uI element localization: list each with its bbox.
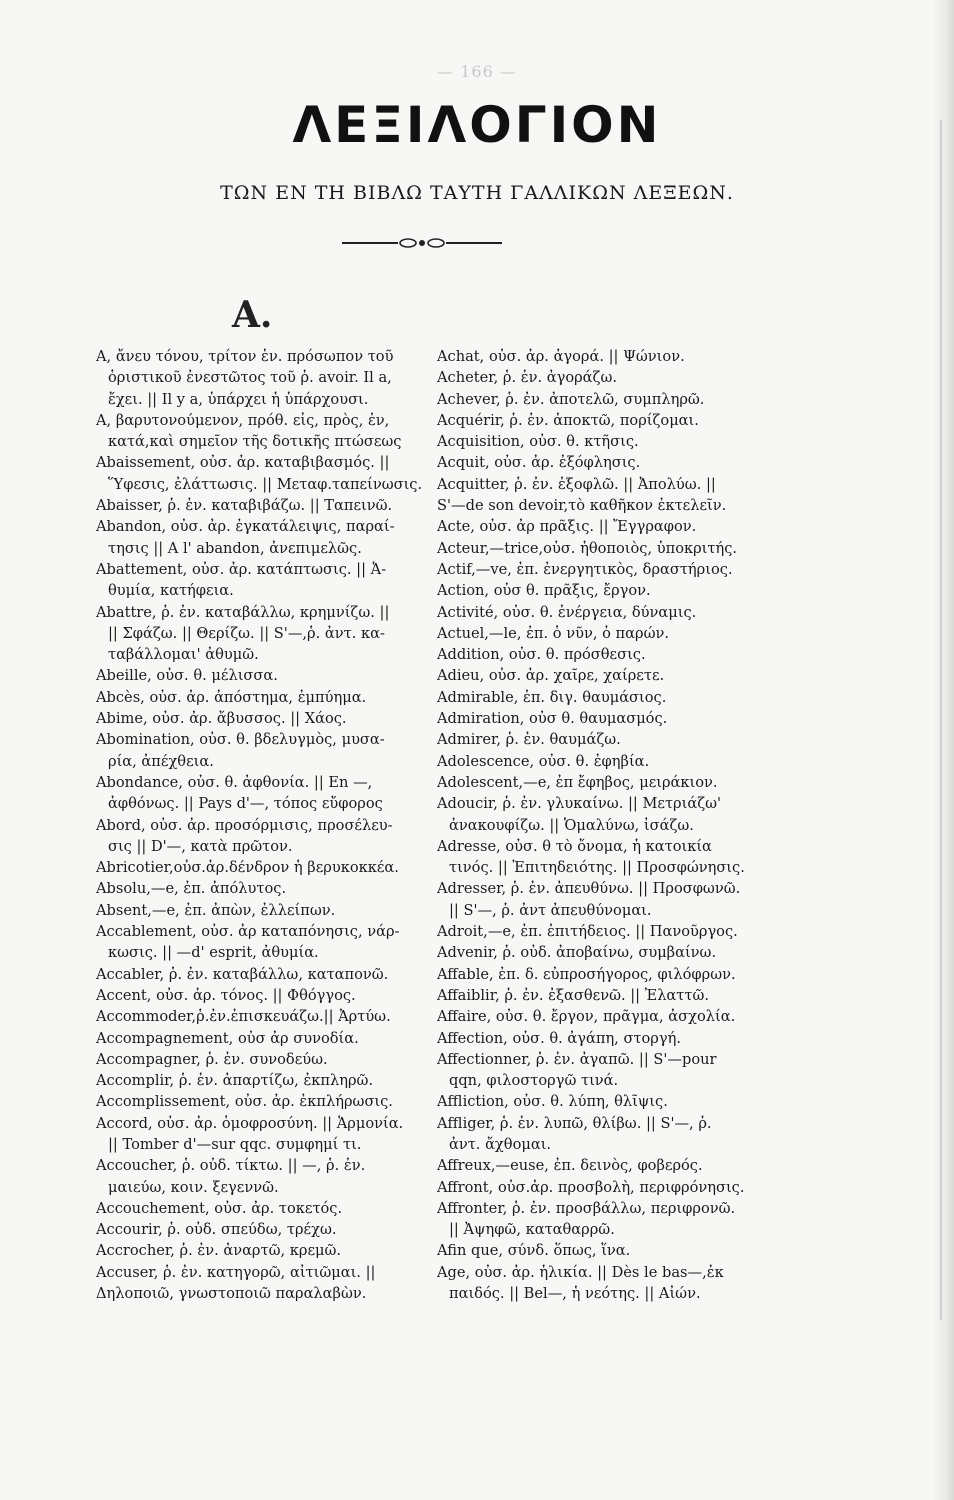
dictionary-line: qqn, φιλοστοργῶ τινά. (449, 1072, 619, 1090)
dictionary-line: Accrocher, ῥ. ἐν. ἀναρτῶ, κρεμῶ. (96, 1242, 342, 1260)
dictionary-line: τινός. || Ἐπιτηδειότης. || Προσφώνησις. (449, 859, 745, 877)
dictionary-line: Actuel,—le, ἐπ. ὁ νῦν, ὁ παρών. (437, 624, 669, 642)
dictionary-line: Acheter, ῥ. ἐν. ἀγοράζω. (437, 369, 617, 387)
dictionary-line: Achat, οὐσ. ἀρ. ἀγορά. || Ψώνιον. (437, 348, 685, 365)
dictionary-line: Affronter, ῥ. ἐν. προσβάλλω, περιφρονῶ. (437, 1199, 736, 1217)
ornament-divider (342, 236, 502, 250)
dictionary-line: Affaire, οὐσ. θ. ἔργον, πρᾶγμα, ἀσχολία. (437, 1008, 736, 1026)
dictionary-line: Accouchement, οὐσ. ἀρ. τοκετός. (96, 1199, 343, 1217)
dictionary-line: Accablement, οὐσ. ἀρ καταπόνησις, νάρ- (96, 923, 400, 941)
dictionary-line: Acquisition, οὐσ. θ. κτῆσις. (437, 433, 639, 451)
dictionary-line: Achever, ῥ. ἐν. ἀποτελῶ, συμπληρῶ. (437, 390, 705, 408)
dictionary-line: Adresse, οὐσ. θ τὸ ὄνομα, ἡ κατοικία (437, 837, 712, 855)
dictionary-line: Abattre, ῥ. ἐν. καταβάλλω, κρημνίζω. || (96, 603, 390, 621)
dictionary-line: S'—de son devoir,τὸ καθῆκον ἐκτελεῖν. (437, 497, 727, 515)
dictionary-line: Ὕφεσις, ἐλάττωσις. || Μεταφ.ταπείνωσις. (108, 475, 423, 493)
dictionary-line: Affection, οὐσ. θ. ἀγάπη, στοργή. (437, 1029, 681, 1047)
dictionary-line: Accord, οὐσ. ἀρ. ὁμοφροσύνη. || Ἁρμονία. (96, 1114, 404, 1132)
dictionary-line: Activité, οὐσ. θ. ἐνέργεια, δύναμις. (437, 603, 697, 621)
dictionary-line: Affaiblir, ῥ. ἐν. ἐξασθενῶ. || Ἐλαττῶ. (437, 986, 709, 1004)
dictionary-line: Accommoder,ῥ.ἐν.ἐπισκευάζω.|| Ἀρτύω. (96, 1008, 391, 1026)
dictionary-line: Accoucher, ῥ. οὐδ. τίκτω. || —, ῥ. ἐν. (96, 1157, 366, 1175)
dictionary-line: Absent,—e, ἐπ. ἀπὼν, ἐλλείπων. (96, 901, 336, 919)
dictionary-line: Δηλοποιῶ, γνωστοποιῶ παραλαβὼν. (96, 1285, 367, 1303)
dictionary-line: Advenir, ῥ. οὐδ. ἀποβαίνω, συμβαίνω. (437, 944, 717, 962)
dictionary-line: θυμία, κατήφεια. (108, 582, 234, 600)
dictionary-line: Acquit, οὐσ. ἀρ. ἐξόφλησις. (437, 454, 641, 472)
left-column (96, 346, 428, 1304)
dictionary-line: Adroit,—e, ἐπ. ἐπιτήδειος. || Πανοῦργος. (437, 923, 738, 941)
dictionary-line: Abeille, οὐσ. θ. μέλισσα. (96, 667, 278, 685)
dictionary-line: Affliger, ῥ. ἐν. λυπῶ, θλίβω. || S'—, ῥ. (437, 1114, 712, 1132)
dictionary-line: ὁριστικοῦ ἐνεστῶτος τοῦ ῥ. avoir. Il a, (108, 369, 392, 387)
dictionary-line: Absolu,—e, ἐπ. ἀπόλυτος. (96, 880, 287, 898)
dictionary-line: || Σφάζω. || Θερίζω. || S'—,ῥ. ἀντ. κα- (108, 624, 385, 642)
dictionary-line: Admirer, ῥ. ἐν. θαυμάζω. (437, 731, 621, 749)
dictionary-line: Age, οὐσ. ἀρ. ἡλικία. || Dès le bas—,ἐκ (437, 1263, 724, 1281)
dictionary-line: Adoucir, ῥ. ἐν. γλυκαίνω. || Μετριάζω' (437, 795, 722, 813)
dictionary-line: Abomination, οὐσ. θ. βδελυγμὸς, μυσα- (96, 731, 385, 749)
dictionary-line: Abaisser, ῥ. ἐν. καταβιβάζω. || Ταπεινῶ. (96, 497, 393, 515)
page-number: — 166 — (437, 62, 517, 81)
dictionary-line: ρία, ἀπέχθεια. (108, 752, 214, 770)
page-subtitle: ΤΩΝ ΕΝ ΤΗ ΒΙΒΛΩ ΤΑΥΤΗ ΓΑΛΛΙΚΩΝ ΛΕΞΕΩΝ. (220, 182, 734, 204)
dictionary-line: Accourir, ῥ. οὐδ. σπεύδω, τρέχω. (96, 1221, 337, 1239)
dictionary-line: Accompagner, ῥ. ἐν. συνοδεύω. (96, 1050, 328, 1068)
dictionary-line: Accompagnement, οὐσ ἀρ συνοδία. (96, 1029, 359, 1047)
dictionary-line: παιδός. || Bel—, ἡ νεότης. || Αἰών. (449, 1285, 701, 1303)
dictionary-line: A, βαρυτονούμενον, πρόθ. εἰς, πρὸς, ἐν, (96, 411, 390, 429)
dictionary-line: Adieu, οὐσ. ἀρ. χαῖρε, χαίρετε. (437, 667, 665, 685)
dictionary-line: ἀφθόνως. || Pays d'—, τόπος εὔφορος (108, 795, 383, 813)
dictionary-line: Adolescence, οὐσ. θ. ἐφηβία. (437, 752, 650, 770)
dictionary-line: Acquérir, ῥ. ἐν. ἀποκτῶ, πορίζομαι. (437, 411, 699, 429)
dictionary-line: Adresser, ῥ. ἐν. ἀπευθύνω. || Προσφωνῶ. (437, 880, 741, 898)
dictionary-line: Adolescent,—e, ἐπ ἔφηβος, μειράκιον. (437, 773, 718, 791)
dictionary-line: ἀντ. ἄχθομαι. (449, 1135, 552, 1153)
dictionary-line: Abricotier,οὐσ.ἀρ.δένδρον ἡ βερυκοκκέα. (96, 859, 399, 877)
dictionary-line: Accabler, ῥ. ἐν. καταβάλλω, καταπονῶ. (96, 965, 389, 983)
dictionary-line: A, ἄνευ τόνου, τρίτον ἑν. πρόσωπον τοῦ (96, 348, 394, 365)
dictionary-line: Accuser, ῥ. ἐν. κατηγορῶ, αἰτιῶμαι. || (96, 1263, 376, 1281)
dictionary-line: Abondance, οὐσ. θ. ἀφθονία. || En —, (96, 773, 373, 791)
dictionary-line: Acteur,—trice,οὐσ. ἠθοποιὸς, ὑποκριτής. (437, 539, 738, 557)
dictionary-line: || S'—, ῥ. ἀντ ἀπευθύνομαι. (449, 901, 652, 919)
dictionary-line: Afin que, σύνδ. ὅπως, ἵνα. (437, 1242, 631, 1260)
dictionary-line: Accomplir, ῥ. ἐν. ἀπαρτίζω, ἐκπληρῶ. (96, 1072, 374, 1090)
dictionary-line: || Tomber d'—sur qqc. συμφημί τι. (108, 1135, 362, 1153)
dictionary-line: Affable, ἐπ. δ. εὐπροσήγορος, φιλόφρων. (437, 965, 736, 983)
dictionary-line: σις || D'—, κατὰ πρῶτον. (108, 837, 293, 855)
dictionary-line: Abandon, οὐσ. ἀρ. ἐγκατάλειψις, παραί- (96, 518, 395, 536)
page-edge-shadow (932, 0, 954, 1500)
dictionary-line: Accomplissement, οὐσ. ἀρ. ἐκπλήρωσις. (96, 1093, 393, 1111)
dictionary-line: μαιεύω, κοιν. ξεγεννῶ. (108, 1178, 279, 1196)
dictionary-line: Abaissement, οὐσ. ἀρ. καταβιβασμός. || (96, 454, 390, 472)
page-border-line (940, 120, 942, 1320)
dictionary-line: Addition, οὐσ. θ. πρόσθεσις. (437, 646, 646, 664)
right-column (437, 346, 777, 1304)
dictionary-line: κωσις. || —d' esprit, ἀθυμία. (108, 944, 319, 962)
dictionary-line: Admirable, ἐπ. διγ. θαυμάσιος. (437, 688, 667, 706)
dictionary-line: Action, οὐσ θ. πρᾶξις, ἔργον. (437, 582, 651, 600)
dictionary-line: Affliction, οὐσ. θ. λύπη, θλῖψις. (437, 1093, 668, 1111)
page-title: ΛΕΞΙΛΟΓΙΟΝ (292, 96, 662, 154)
dictionary-line: Abime, οὐσ. ἀρ. ἄβυσσος. || Χάος. (96, 710, 347, 728)
dictionary-line: Acquitter, ῥ. ἐν. ἐξοφλῶ. || Ἀπολύω. || (437, 475, 716, 493)
dictionary-line: τησις || A l' abandon, ἀνεπιμελῶς. (108, 539, 362, 557)
dictionary-line: Abcès, οὐσ. ἀρ. ἀπόστημα, ἐμπύημα. (96, 688, 367, 706)
section-letter: A. (232, 294, 273, 336)
dictionary-line: Accent, οὐσ. ἀρ. τόνος. || Φθόγγος. (96, 986, 356, 1004)
dictionary-line: κατά,καὶ σημεῖον τῆς δοτικῆς πτώσεως (108, 433, 402, 451)
dictionary-line: Acte, οὐσ. ἀρ πρᾶξις. || Ἔγγραφον. (437, 518, 697, 536)
dictionary-line: Abattement, οὐσ. ἀρ. κατάπτωσις. || Ἀ- (96, 560, 387, 578)
dictionary-line: Affront, οὐσ.ἀρ. προσβολὴ, περιφρόνησις. (437, 1178, 745, 1196)
dictionary-line: Affectionner, ῥ. ἐν. ἀγαπῶ. || S'—pour (437, 1050, 717, 1068)
dictionary-line: ἀνακουφίζω. || Ὁμαλύνω, ἰσάζω. (449, 816, 694, 834)
dictionary-line: ταβάλλομαι' ἀθυμῶ. (108, 646, 259, 664)
dictionary-line: Affreux,—euse, ἐπ. δεινὸς, φοβερός. (437, 1157, 703, 1175)
dictionary-line: Admiration, οὐσ θ. θαυμασμός. (437, 710, 668, 728)
dictionary-line: || Ἀψηφῶ, καταθαρρῶ. (449, 1221, 615, 1239)
dictionary-line: Actif,—ve, ἐπ. ἐνεργητικὸς, δραστήριος. (437, 560, 733, 578)
dictionary-line: ἔχει. || Il y a, ὑπάρχει ἡ ὑπάρχουσι. (108, 390, 369, 408)
dictionary-line: Abord, οὐσ. ἀρ. προσόρμισις, προσέλευ- (96, 816, 393, 834)
